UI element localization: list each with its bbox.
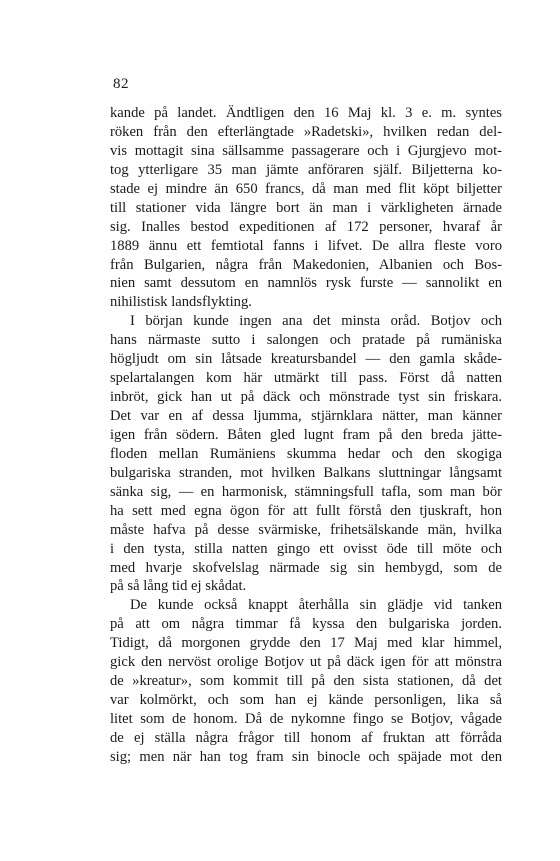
text-line: vis mottagit sina sällsamme passagerare och i Gjurgjevo mot- [110, 142, 502, 159]
text-line: gick den nervöst orolige Botjov ut på däck igen för att mönstra [110, 654, 502, 671]
text-line: igen från södern. Båten gled lugnt fram på den breda jätte- [110, 426, 502, 443]
text-line: från Bulgarien, några från Makedonien, Albanien och Bos- [110, 256, 502, 273]
text-line: högljudt om sin låtsade kreatursbandel — den gamla skåde- [110, 351, 502, 368]
text-line: inbröt, gick han ut på däck och mönstrade tyst sin friskara. [110, 389, 502, 406]
text-line: litet som de honom. Då de nykomne fingo se Botjov, vågade [110, 711, 502, 727]
text-line: bulgariska stranden, mot hvilken Balkans sluttningar långsamt [110, 464, 502, 481]
text-line: röken från den efterlängtade »Radetski», hvilken redan del- [110, 123, 502, 140]
text-line: tog ytterligare 35 man jämte anföraren själf. Biljetterna ko- [110, 161, 502, 178]
text-line: till stationer vida längre bort än man i värkligheten ärnade [110, 199, 502, 216]
page-number: 82 [113, 76, 129, 92]
text-line: måste hafva på desse svärmiske, frihetsälskande män, hvilka [110, 521, 502, 538]
body-text [110, 104, 502, 767]
text-line: sänka sig, — en harmonisk, stämningsfull tafla, som man bör [110, 483, 502, 500]
text-line: kande på landet. Ändtligen den 16 Maj kl. 3 e. m. syntes [110, 105, 502, 121]
text-line: var kolmörkt, och som han ej kände personligen, lika så [110, 692, 502, 709]
text-line: i den tysta, stilla natten gingo ett ovisst öde till möte och [110, 540, 502, 557]
text-line: Tidigt, då morgonen grydde den 17 Maj med klar himmel, [110, 635, 502, 652]
text-line: stade ej mindre än 650 francs, då man med flit köpt biljetter [110, 180, 502, 197]
text-line: hans närmaste sutto i salongen och pratade på rumäniska [110, 332, 502, 349]
text-line: Det var en af dessa ljumma, stjärnklara nätter, man känner [110, 408, 502, 424]
text-line: nien samt dessutom en namnlös rysk furste — sannolikt en [110, 275, 502, 292]
text-line: de »kreatur», som kommit till på den sista stationen, då det [110, 673, 502, 690]
text-line: floden mellan Rumäniens skumma hedar och den skogiga [110, 445, 502, 462]
text-line: 1889 ännu ett femtiotal fanns i lifvet. De allra fleste voro [110, 237, 502, 254]
text-line: ha sett med egna ögon för att fullt förstå den tjuskraft, hon [110, 502, 502, 519]
text-line: de ej ställa några frågor till honom af fruktan att förråda [110, 729, 502, 746]
text-line: på att om några timmar få kyssa den bulgariska jorden. [110, 616, 502, 633]
text-line: på så lång tid ej skådat. [110, 578, 247, 595]
text-line: sig; men när han tog fram sin binocle och späjade mot den [110, 748, 502, 765]
text-line: De kunde också knappt återhålla sin glädje vid tanken [130, 597, 502, 614]
text-line: nihilistisk landsflykting. [110, 294, 252, 311]
text-line: spelartalangen kom här utmärkt till pass. Först då natten [110, 370, 502, 387]
text-line: sig. Inalles bestod expeditionen af 172 personer, hvaraf år [110, 218, 502, 235]
text-line: I början kunde ingen ana det minsta oråd. Botjov och [130, 313, 502, 330]
text-line: med hvarje skofvelslag närmade sig sin hembygd, som de [110, 559, 502, 576]
